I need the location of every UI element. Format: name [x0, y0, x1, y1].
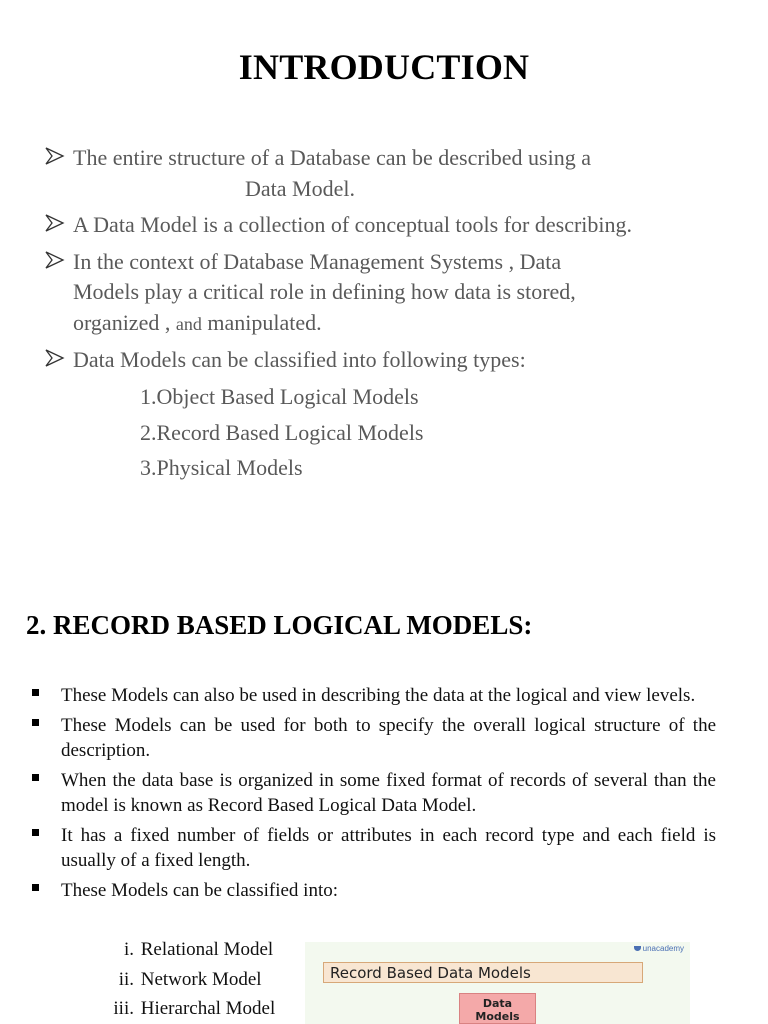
record-points-list [30, 683, 716, 907]
square-bullet-icon [32, 774, 39, 781]
model-type-item: 3.Physical Models [140, 455, 303, 480]
arrowhead-bullet-icon [44, 249, 66, 271]
record-point [30, 683, 716, 709]
record-point [30, 713, 716, 764]
intro-list [44, 143, 744, 382]
intro-text: Data Models can be classified into following types: [73, 347, 526, 372]
intro-item [44, 210, 744, 241]
diagram-banner: Record Based Data Models [323, 962, 643, 983]
page-title: INTRODUCTION [238, 47, 530, 87]
record-point-text: When the data base is organized in some fixed format of records of several than the model is known as Record Based Logical Data Model. [61, 769, 716, 816]
diagram-node: Data Models [459, 993, 536, 1024]
arrowhead-bullet-icon [44, 212, 66, 234]
record-point-text: These Models can be used for both to specify the overall logical structure of the description. [61, 714, 716, 761]
record-point-text: These Models can also be used in describing the data at the logical and view levels. [61, 685, 696, 706]
intro-item [44, 345, 744, 376]
model-type-item: 2.Record Based Logical Models [140, 419, 424, 445]
record-point-text: These Models can be classified into: [61, 879, 339, 901]
record-point-text: It has a fixed number of fields or attributes in each record type and each field is usually of a fixed length. [61, 824, 716, 871]
brand-logo [634, 944, 684, 953]
record-model-item [106, 965, 275, 995]
record-point [30, 878, 716, 904]
intro-text: The entire structure of a Database can be described using a [73, 145, 591, 170]
record-model-label: Hierarchal Model [140, 998, 276, 1019]
intro-text-continued: Data Model. [245, 175, 355, 201]
intro-text: A Data Model is a collection of conceptual tools for describing. [73, 212, 633, 237]
section-title: 2. RECORD BASED LOGICAL MODELS: [26, 610, 533, 640]
record-models-list [106, 935, 275, 1024]
record-model-item [106, 935, 275, 965]
arrowhead-bullet-icon [44, 347, 66, 369]
intro-text: organized , [73, 309, 171, 335]
brand-name: unacademy [642, 944, 684, 953]
intro-text: In the context of Database Management Systems , Data [73, 248, 562, 274]
intro-item [44, 247, 744, 340]
intro-item [44, 143, 744, 204]
intro-text: Models play a critical role in defining how data is stored, [73, 279, 576, 304]
brand-logo-icon [634, 946, 641, 951]
square-bullet-icon [32, 829, 39, 836]
record-point [30, 768, 716, 819]
intro-text-small: and [175, 313, 202, 334]
model-types-list [140, 379, 424, 486]
list-number: i. [123, 939, 134, 960]
list-number: iii. [113, 998, 134, 1019]
record-model-label: Relational Model [140, 939, 274, 960]
square-bullet-icon [32, 719, 39, 726]
data-models-diagram [305, 942, 690, 1024]
list-number: ii. [118, 968, 134, 990]
record-point [30, 823, 716, 874]
arrowhead-bullet-icon [44, 145, 66, 167]
model-type-item: 1.Object Based Logical Models [140, 384, 419, 409]
intro-text: manipulated. [207, 309, 322, 335]
square-bullet-icon [32, 884, 39, 891]
record-model-label: Network Model [140, 968, 262, 990]
square-bullet-icon [32, 689, 39, 696]
record-model-item [106, 994, 275, 1024]
